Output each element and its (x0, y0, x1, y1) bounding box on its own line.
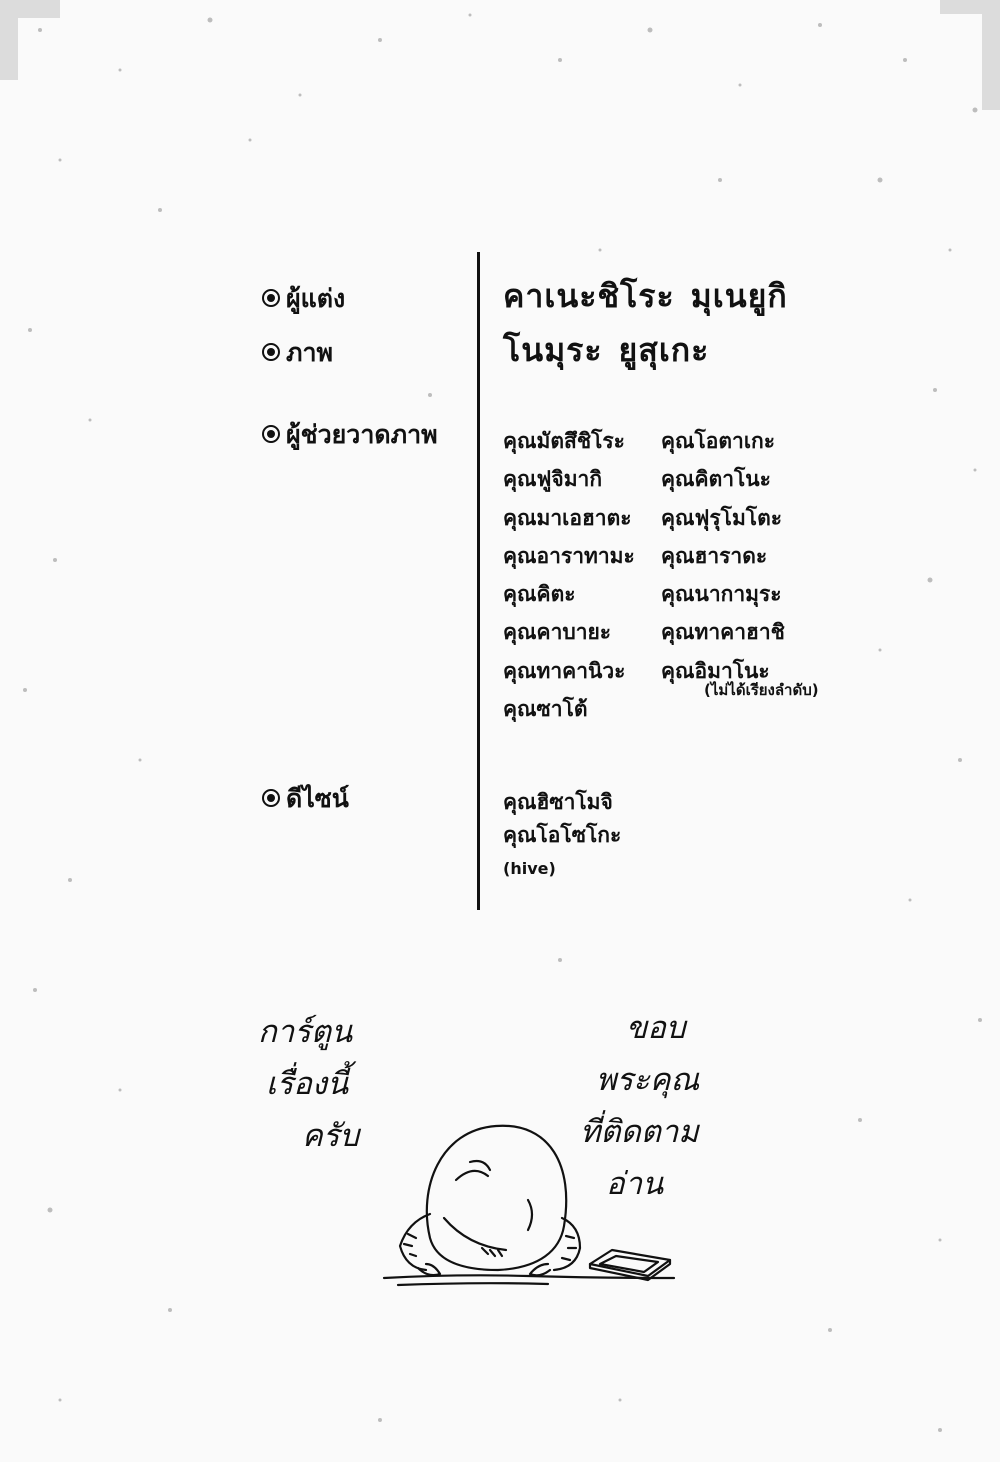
handwritten-line: ขอบ (626, 1010, 686, 1046)
assistant-name: คุณมาเอฮาตะ (503, 505, 632, 530)
handwritten-message-left (258, 1006, 359, 1162)
author-role (262, 286, 345, 311)
art-name (503, 331, 710, 369)
designer-name: คุณโอโซโกะ (503, 823, 622, 847)
assistant-name: คุณทาคานิวะ (503, 658, 626, 683)
bullet-icon (262, 789, 280, 807)
author-name-part1: คาเนะชิโระ (503, 277, 675, 315)
design-studio: (hive) (503, 859, 556, 878)
assistants-left-column (503, 422, 635, 728)
assistant-name: คุณฟูจิมากิ (503, 467, 603, 492)
design-label: ดีไซน์ (286, 784, 349, 813)
assistant-name: คุณคิตะ (503, 582, 576, 607)
handwritten-line: เรื่องนี้ (266, 1066, 349, 1102)
assistants-right-column (661, 422, 785, 690)
assistants-role (262, 422, 438, 447)
assistant-name: คุณซาโต้ (503, 697, 588, 722)
author-label: ผู้แต่ง (286, 284, 346, 313)
handwritten-line: การ์ตูน (258, 1014, 353, 1050)
art-name-part1: โนมุระ (503, 331, 603, 369)
art-label: ภาพ (286, 338, 333, 367)
designer-name: คุณฮิซาโมจิ (503, 790, 613, 814)
author-name (503, 277, 788, 315)
handwritten-line: ครับ (302, 1118, 360, 1154)
assistant-name: คุณมัตสึชิโระ (503, 429, 625, 453)
design-names (503, 786, 621, 886)
bullet-icon (262, 289, 280, 307)
handwritten-line: พระคุณ (596, 1062, 700, 1098)
unordered-note: (ไม่ได้เรียงลำดับ) (704, 681, 819, 699)
assistant-name: คุณฮาราดะ (661, 543, 768, 568)
assistant-name: คุณทาคาฮาชิ (661, 620, 785, 645)
bullet-icon (262, 343, 280, 361)
bowing-character-illustration (378, 1118, 678, 1290)
assistant-name: คุณนากามุระ (661, 582, 782, 607)
design-role (262, 786, 349, 811)
assistant-name: คุณคาบายะ (503, 620, 612, 645)
assistant-name: คุณอิมาโนะ (661, 658, 770, 683)
assistant-name: คุณโอตาเกะ (661, 429, 776, 453)
vertical-divider (477, 252, 480, 910)
assistant-name: คุณคิตาโนะ (661, 467, 771, 492)
assistants-label: ผู้ช่วยวาดภาพ (286, 420, 438, 449)
assistant-name: คุณฟุรุโมโตะ (661, 505, 782, 530)
author-name-part2: มุเนยูกิ (690, 277, 788, 315)
handwritten-line: อ่าน (606, 1166, 664, 1202)
art-name-part2: ยูสุเกะ (618, 331, 710, 369)
art-role (262, 340, 333, 365)
bullet-icon (262, 425, 280, 443)
handwritten-line: ที่ติดตาม (580, 1114, 699, 1150)
assistant-name: คุณอาราทามะ (503, 543, 635, 568)
